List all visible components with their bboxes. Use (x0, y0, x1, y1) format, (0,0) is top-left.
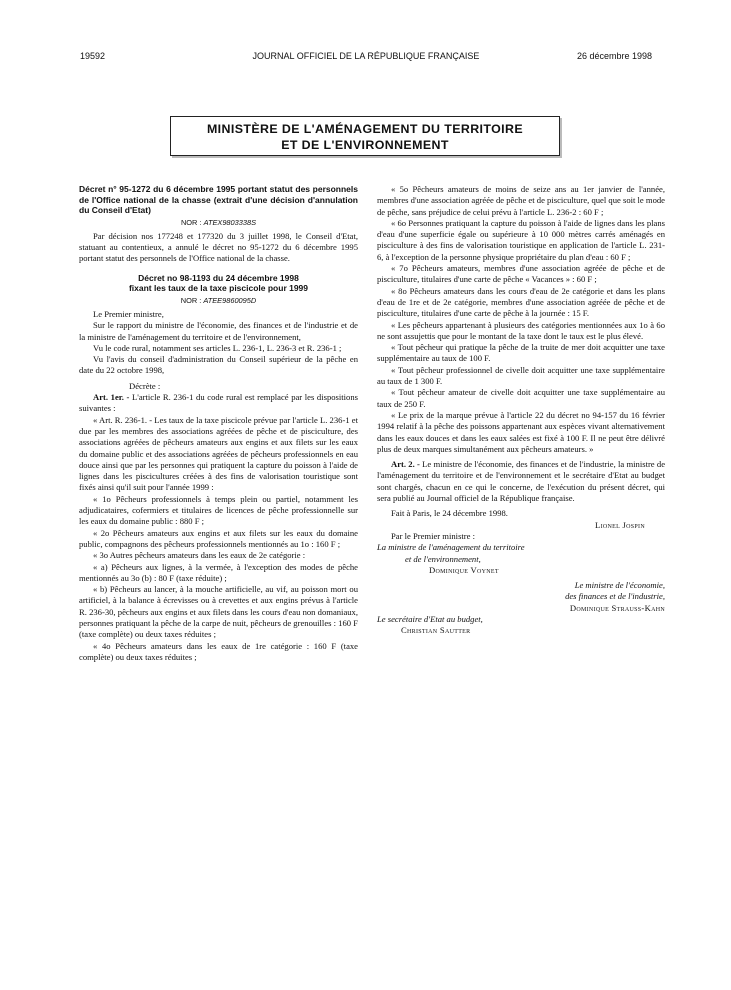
decree1-body: Par décision nos 177248 et 177320 du 3 juillet 1998, le Conseil d'Etat, statuant au contentieux, a annulé le décret no 95-1272 du 6 décembre 1995 portant statut des personnels de l'Office national de la chasse. (79, 230, 358, 264)
signatory-pm: Lionel Jospin (595, 519, 645, 530)
right-column (377, 184, 665, 637)
article1-text: L'article R. 236-1 du code rural est remplacé par les dispositions suivantes : (79, 392, 358, 414)
decree1-title: Décret n° 95-1272 du 6 décembre 1995 portant statut des personnels de l'Office national de la chasse (extrait d'une décision d'annulation du Conseil d'Etat) (79, 184, 358, 215)
article1-paragraph: « Art. R. 236-1. - Les taux de la taxe piscicole prévue par l'article L. 236-1 et due par les membres des associations agréées de pêche et de pisciculture, des associations agréées de pêcheurs amateurs aux engins et aux filets sur les eaux du domaine public et des associations agréées de pêcheurs professionnels en eau douce ainsi que par les personnes qui pratiquent la capture du poisson à l'aide de lignes dans les piscicultures créées à des fins de valorisation touristique sont fixés ainsi qu'il suit pour l'année 1999 : (79, 414, 358, 493)
article2 (377, 459, 665, 504)
ministry-heading-line1: MINISTÈRE DE L'AMÉNAGEMENT DU TERRITOIRE (206, 122, 524, 136)
article1-paragraph: « 2o Pêcheurs amateurs aux engins et aux filets sur les eaux du domaine public, compagnons des pêcheurs professionnels mentionnés au 1o : 160 F ; (79, 527, 358, 549)
secretary-title: Le secrétaire d'Etat au budget, (377, 613, 483, 624)
article1-intro (79, 392, 358, 415)
signature-block (377, 508, 665, 636)
article1-paragraph: « Tout pêcheur amateur de civelle doit acquitter une taxe supplémentaire au taux de 250 F. (377, 387, 665, 409)
minister-env-name: Dominique Voynet (429, 564, 499, 575)
nor-label: NOR : (180, 217, 202, 227)
intro-paragraph: Vu l'avis du conseil d'administration du Conseil supérieur de la pêche en date du 22 octobre 1998, (79, 354, 358, 376)
article1-paragraph: « Les pêcheurs appartenant à plusieurs des catégories mentionnées aux 1o à 6o ne sont assujettis que pour le montant de la taxe dont le taux est le plus élevé. (377, 319, 665, 341)
minister-eco-name: Dominique Strauss-Kahn (569, 602, 665, 613)
journal-title: JOURNAL OFFICIEL DE LA RÉPUBLIQUE FRANÇAISE (252, 51, 480, 61)
article1-paragraph: « Le prix de la marque prévue à l'article 22 du décret no 94-157 du 16 février 1994 relatif à la pêche des poissons appartenant aux espèces vivant alternativement dans les eaux douces et dans les eaux salées est fixé à 100 F. Il ne peut être délivré plus de deux marques simultanément aux pêcheurs amateurs. » (377, 409, 665, 454)
intro-paragraph: Vu le code rural, notamment ses articles L. 236-1, L. 236-3 et R. 236-1 ; (93, 342, 342, 353)
article1-paragraph: « b) Pêcheurs au lancer, à la mouche artificielle, au vif, au poisson mort ou artificiel, à la balance à écrevisses ou à crevettes et aux engins prévus à l'article R. 236-30, pêcheurs aux engins et aux filets dans les cours d'eau non domaniaux, personnes pratiquant la pêche de la carpe de nuit, pêcheurs de grenouilles : 160 F (taxe complète) ou deux taxes réduites ; (79, 584, 358, 640)
secretary-name: Christian Sautter (401, 625, 471, 636)
article1-paragraph: « 8o Pêcheurs amateurs dans les cours d'eau de 2e catégorie et dans les plans d'eau de 1re et de 2e catégorie, membres d'une association agréée de pêche et de pisciculture, titulaires d'une carte de pêche à la journée : 15 F. (377, 285, 665, 319)
par-le-premier-ministre: Par le Premier ministre : (391, 530, 476, 541)
decree2-title-line2: fixant les taux de la taxe piscicole pour 1999 (128, 283, 309, 294)
decree1-nor (79, 217, 358, 228)
issue-date: 26 décembre 1998 (576, 51, 652, 61)
intro-paragraph: Sur le rapport du ministre de l'économie, des finances et de l'industrie et de la ministre de l'aménagement du territoire et de l'environnement, (79, 320, 358, 342)
minister-env-title: La ministre de l'aménagement du territoire (377, 542, 525, 553)
ministry-heading-line2: ET DE L'ENVIRONNEMENT (281, 138, 449, 152)
article1-paragraph: « 3o Autres pêcheurs amateurs dans les eaux de 2e catégorie : (93, 550, 306, 561)
ministry-heading-box (170, 116, 560, 156)
fait-line: Fait à Paris, le 24 décembre 1998. (391, 508, 508, 519)
article2-text: Le ministre de l'économie, des finances et de l'industrie, la ministre de l'aménagement du territoire et de l'environnement et le secrétaire d'Etat au budget sont chargés, chacun en ce qui le concerne, de l'exécution du présent décret, qui sera publié au Journal officiel de la République française. (377, 459, 666, 504)
decrete-label: Décrète : (129, 380, 161, 391)
intro-paragraph: Le Premier ministre, (93, 308, 164, 319)
article1-paragraph: « a) Pêcheurs aux lignes, à la vermée, à l'exception des modes de pêche mentionnés au 3o (b) : 80 F (taxe réduite) ; (79, 561, 358, 583)
article2-label: Art. 2. - (391, 459, 420, 470)
minister-eco-title: Le ministre de l'économie, (574, 580, 665, 591)
page-header (80, 51, 652, 65)
nor-label: NOR : (180, 295, 202, 305)
article1-paragraph: « Tout pêcheur qui pratique la pêche de la truite de mer doit acquitter une taxe supplémentaire au taux de 100 F. (377, 342, 665, 364)
nor-code: ATEX9803338S (203, 217, 257, 227)
article1-paragraph: « 1o Pêcheurs professionnels à temps plein ou partiel, notamment les adjudicataires, cofermiers et titulaires de licences de pêche professionnelle sur les eaux du domaine public : 880 F ; (79, 493, 358, 527)
minister-env-title-2: et de l'environnement, (405, 553, 481, 564)
decree2-nor (79, 295, 358, 306)
decree2-title-line1: Décret no 98-1193 du 24 décembre 1998 (138, 272, 299, 283)
left-column (79, 184, 358, 663)
article1-paragraph: « Tout pêcheur professionnel de civelle doit acquitter une taxe supplémentaire au taux de 1 300 F. (377, 364, 665, 387)
nor-code: ATEE9860095D (203, 295, 257, 305)
article1-paragraph: « 7o Pêcheurs amateurs, membres d'une association agréée de pêche et de pisciculture, titulaires d'une carte de pêche « Vacances » : 60 F ; (377, 263, 665, 285)
article1-paragraph: « 6o Personnes pratiquant la capture du poisson à l'aide de lignes dans les plans d'eau d'une superficie égale ou supérieure à 10 000 mètres carrés aménagés en pisciculture à des fins de valorisation touristique en application de l'article L. 231-6, à l'exception de la personne physique propriétaire du plan d'eau : 60 F ; (377, 217, 665, 262)
article1-label: Art. 1er. - (93, 392, 130, 403)
minister-eco-title-2: des finances et de l'industrie, (565, 591, 665, 602)
article1-paragraph: « 4o Pêcheurs amateurs dans les eaux de 1re catégorie : 160 F (taxe complète) ou deux taxes réduites ; (79, 640, 358, 662)
article1-paragraph: « 5o Pêcheurs amateurs de moins de seize ans au 1er janvier de l'année, membres d'une association agréée de pêche et de pisciculture, quel que soit le mode de pêche, sans préjudice de celui prévu à l'article L. 236-2 : 60 F ; (377, 184, 665, 217)
page-number: 19592 (80, 51, 106, 61)
